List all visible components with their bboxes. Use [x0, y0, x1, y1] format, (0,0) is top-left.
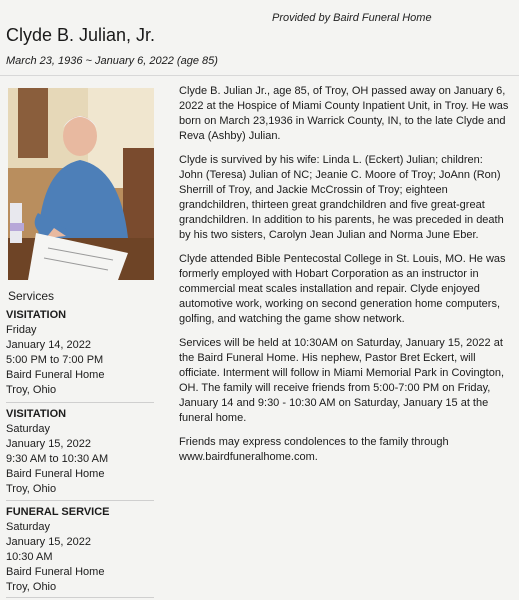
service-time: 5:00 PM to 7:00 PM: [6, 354, 104, 366]
portrait-photo: [8, 88, 154, 280]
service-place: Baird Funeral Home: [6, 369, 105, 381]
service-place: Baird Funeral Home: [6, 468, 105, 480]
services-heading: Services: [8, 289, 55, 303]
service-date: January 14, 2022: [6, 339, 92, 351]
obituary-paragraph: Clyde attended Bible Pentecostal College in St. Louis, MO. He was formerly employed with Hobart Corporation as an instructor in commercial meat scales installation and repair. Clyde enjoyed automotive work, working on second generation home computers, golfing, and watching the game show network.: [179, 253, 506, 325]
obituary-paragraph: Services will be held at 10:30AM on Saturday, January 15, 2022 at the Baird Funeral Home. His nephew, Pastor Bret Eckert, will officiate. Interment will follow in Miami Memorial Park in Covington, OH. The family will receive friends from 5:00-7:00 PM on Friday, January 14 and 9:30 - 10:30 AM on Saturday, January 15 at the funeral home.: [179, 337, 505, 424]
obituary-paragraph: Clyde is survived by his wife: Linda L. (Eckert) Julian; children: John (Teresa) Julian of NC; Jeanie C. Moore of Troy; JoAnn (Ron) Sherrill of Troy, and Jackie McCrossin of Troy; eighteen grandchildren, thirteen great grandchildren and five great-great grandchildren. In addition to his parents, he was preceded in death by his two sisters, Carolyn Jean Julian and Norma June Eber.: [179, 154, 504, 241]
service-city: Troy, Ohio: [6, 581, 57, 593]
service-place: Baird Funeral Home: [6, 566, 105, 578]
obituary-paragraph: Clyde B. Julian Jr., age 85, of Troy, OH passed away on January 6, 2022 at the Hospice of Miami County Inpatient Unit, in Troy. He was born on March 23,1936 in Warrick County, IN, to the late Clyde and Reva (Ashby) Julian.: [179, 85, 509, 142]
obituary-paragraph: Friends may express condolences to the family through www.bairdfuneralhome.com.: [179, 436, 449, 463]
service-city: Troy, Ohio: [6, 384, 57, 396]
service-visitation-saturday: [6, 407, 154, 497]
service-divider: [6, 597, 154, 598]
portrait-photo-drawing: [8, 88, 154, 280]
obituary-text: [179, 84, 509, 474]
provided-by-text: Provided by Baird Funeral Home: [272, 12, 432, 24]
service-day: Saturday: [6, 521, 51, 533]
header-divider: [0, 75, 519, 76]
service-city: Troy, Ohio: [6, 483, 57, 495]
service-divider: [6, 402, 154, 403]
service-type: FUNERAL SERVICE: [6, 506, 110, 518]
service-divider: [6, 500, 154, 501]
service-time: 9:30 AM to 10:30 AM: [6, 453, 109, 465]
service-type: VISITATION: [6, 408, 67, 420]
life-dates: March 23, 1936 ~ January 6, 2022 (age 85): [6, 55, 218, 67]
service-visitation-friday: [6, 308, 154, 398]
service-date: January 15, 2022: [6, 438, 92, 450]
service-time: 10:30 AM: [6, 551, 53, 563]
service-date: January 15, 2022: [6, 536, 92, 548]
service-type: VISITATION: [6, 309, 67, 321]
deceased-name: Clyde B. Julian, Jr.: [6, 25, 156, 45]
service-day: Saturday: [6, 423, 51, 435]
service-funeral: [6, 505, 154, 595]
service-day: Friday: [6, 324, 37, 336]
